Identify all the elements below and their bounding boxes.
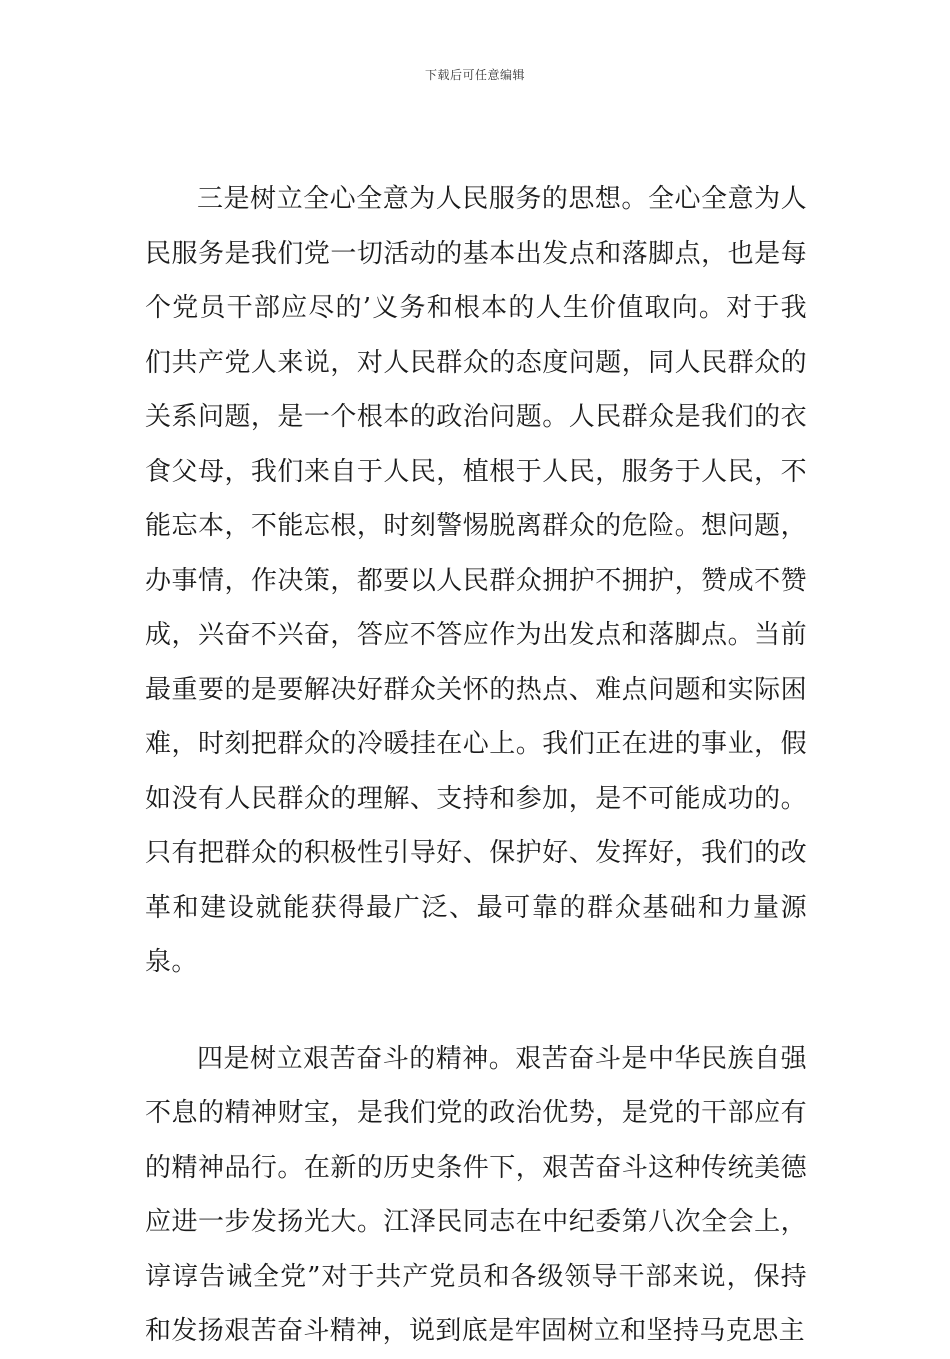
paragraph-serve-people: 三是树立全心全意为人民服务的思想。全心全意为人民服务是我们党一切活动的基本出发点和落脚点，也是每个党员干部应尽的’义务和根本的人生价值取向。对于我们共产党人来说，对人民群众的态度问题，同人民群众的关系问题，是一个根本的政治问题。人民群众是我们的衣食父母，我们来自于人民，植根于人民，服务于人民，不能忘本，不能忘根，时刻警惕脱离群众的危险。想问题，办事情，作决策，都要以人民群众拥护不拥护，赞成不赞成，兴奋不兴奋，答应不答应作为出发点和落脚点。当前最重要的是要解决好群众关怀的热点、难点问题和实际困难，时刻把群众的冷暖挂在心上。我们正在进的事业，假如没有人民群众的理解、支持和参加，是不可能成功的。只有把群众的积极性引导好、保护好、发挥好，我们的改革和建设就能获得最广泛、最可靠的群众基础和力量源泉。	[145, 184, 807, 977]
page-header: 下载后可任意编辑	[424, 68, 525, 82]
document-body	[145, 172, 807, 1359]
paragraph-hard-work: 四是树立艰苦奋斗的精神。艰苦奋斗是中华民族自强不息的精神财宝，是我们党的政治优势，是党的干部应有的精神品行。在新的历史条件下，艰苦奋斗这种传统美德应进一步发扬光大。江泽民同志在中纪委第八次全会上，谆谆告诫全党”对于共产党员和各级领导干部来说，保持和发扬艰苦奋斗精神，说到底是牢固树立和坚持马克思主	[145, 1043, 807, 1346]
